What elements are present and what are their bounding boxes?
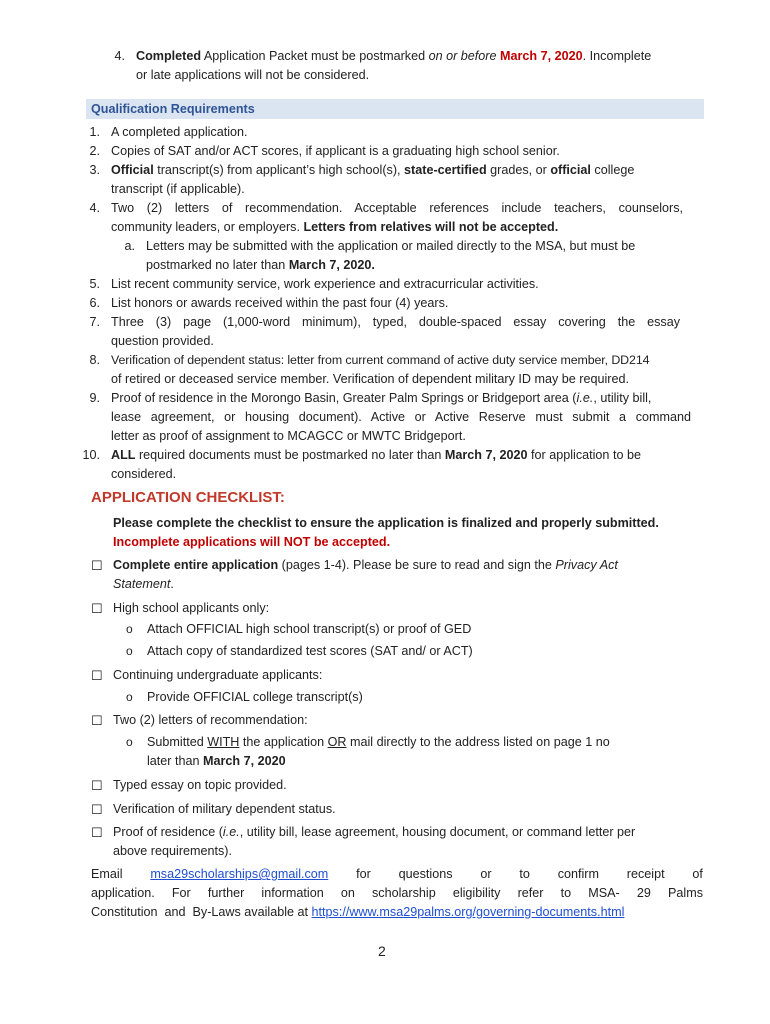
list-item-cont: community leaders, or employers. Letters from relatives will not be accepted. [111, 220, 559, 234]
checklist-item-cont: above requirements). [113, 844, 233, 858]
checklist-subitem: Attach copy of standardized test scores (SAT and/ or ACT) [147, 644, 473, 658]
footer-line3: Constitution and By-Laws available at https://www.msa29palms.org/governing-documents.html [91, 905, 625, 919]
url-link[interactable]: https://www.msa29palms.org/governing-documents.html [311, 905, 625, 919]
list-item: ALL required documents must be postmarked no later than March 7, 2020 for application to be [111, 448, 641, 462]
checklist-subitem: Attach OFFICIAL high school transcript(s) or proof of GED [147, 622, 472, 636]
checkbox[interactable]: ☐ [91, 668, 103, 683]
sub-list-item: Letters may be submitted with the application or mailed directly to the MSA, but must be [146, 239, 636, 253]
checklist-title: APPLICATION CHECKLIST: [91, 489, 285, 506]
list-item: A completed application. [111, 125, 248, 139]
checklist-item: High school applicants only: [113, 601, 270, 615]
list-item: List recent community service, work experience and extracurricular activities. [111, 277, 539, 291]
checklist-intro: Please complete the checklist to ensure the application is finalized and properly submitted. [113, 516, 659, 530]
checkbox[interactable]: ☐ [91, 778, 103, 793]
checklist-item: Continuing undergraduate applicants: [113, 668, 323, 682]
list-item: Verification of dependent status: letter from current command of active duty service member, DD214 [111, 353, 650, 367]
checklist-subitem-cont: later than March 7, 2020 [147, 754, 286, 768]
checklist-subitem: Submitted WITH the application OR mail directly to the address listed on page 1 no [147, 735, 610, 749]
footer-line2: application. For further information on scholarship eligibility refer to MSA- 29 Palms [91, 886, 703, 900]
list-item-cont: letter as proof of assignment to MCAGCC or MWTC Bridgeport. [111, 429, 466, 443]
list-item: Two (2) letters of recommendation. Acceptable references include teachers, counselors, [111, 201, 683, 215]
checkbox[interactable]: ☐ [91, 825, 103, 840]
checkbox[interactable]: ☐ [91, 802, 103, 817]
sub-list-item-cont: postmarked no later than March 7, 2020. [146, 258, 375, 272]
list-number: 7. [89, 315, 100, 329]
list-item-cont: transcript (if applicable). [111, 182, 245, 196]
sub-list-letter: a. [124, 239, 135, 253]
footer-word: of [692, 867, 703, 881]
list-number: 1. [89, 125, 100, 139]
item-number: 4. [114, 49, 125, 63]
footer-word: questions [398, 867, 453, 881]
list-item-cont: question provided. [111, 334, 214, 348]
footer-line1 [91, 865, 703, 884]
checkbox[interactable]: ☐ [91, 601, 103, 616]
footer-word: Email [91, 867, 123, 881]
footer-word: confirm [557, 867, 599, 881]
list-item: Official transcript(s) from applicant’s high school(s), state-certified grades, or official college [111, 163, 635, 177]
checklist-item-cont: Statement. [113, 577, 174, 591]
list-item: List honors or awards received within the past four (4) years. [111, 296, 449, 310]
item4-line2: or late applications will not be considered. [136, 68, 370, 82]
item4-line1: Completed Application Packet must be postmarked on or before March 7, 2020. Incomplete [136, 49, 652, 63]
checklist-warning: Incomplete applications will NOT be accepted. [113, 535, 391, 549]
footer-word: or [480, 867, 492, 881]
list-number: 4. [89, 201, 100, 215]
list-number: 3. [89, 163, 100, 177]
email-link[interactable]: msa29scholarships@gmail.com [150, 867, 329, 881]
checklist-item: Two (2) letters of recommendation: [113, 713, 308, 727]
list-number: 10. [82, 448, 100, 462]
list-item: Copies of SAT and/or ACT scores, if applicant is a graduating high school senior. [111, 144, 560, 158]
checkbox[interactable]: ☐ [91, 713, 103, 728]
checkbox[interactable]: ☐ [91, 558, 103, 573]
list-number: 6. [89, 296, 100, 310]
list-item: Three (3) page (1,000-word minimum), typed, double-spaced essay covering the essay [111, 315, 680, 329]
list-number: 5. [89, 277, 100, 291]
bullet-circle-icon: o [126, 690, 133, 704]
checklist-item: Verification of military dependent status. [113, 802, 336, 816]
bullet-circle-icon: o [126, 622, 133, 636]
page-number: 2 [378, 943, 386, 959]
list-item-cont: of retired or deceased service member. Verification of dependent military ID may be required. [111, 372, 629, 386]
section-title: Qualification Requirements [91, 102, 255, 116]
list-item-cont: lease agreement, or housing document). Active or Active Reserve must submit a command [111, 410, 691, 424]
checklist-item: Typed essay on topic provided. [113, 778, 287, 792]
bullet-circle-icon: o [126, 644, 133, 658]
list-item: Proof of residence in the Morongo Basin, Greater Palm Springs or Bridgeport area (i.e., utility bill, [111, 391, 652, 405]
footer-word: to [519, 867, 530, 881]
bullet-circle-icon: o [126, 735, 133, 749]
list-number: 9. [89, 391, 100, 405]
list-number: 2. [89, 144, 100, 158]
checklist-subitem: Provide OFFICIAL college transcript(s) [147, 690, 363, 704]
list-item-cont: considered. [111, 467, 177, 481]
checklist-item: Proof of residence (i.e., utility bill, lease agreement, housing document, or command letter per [113, 825, 636, 839]
footer-word: for [356, 867, 371, 881]
list-number: 8. [89, 353, 100, 367]
footer-word: receipt [626, 867, 665, 881]
checklist-item: Complete entire application (pages 1-4). Please be sure to read and sign the Privacy Act [113, 558, 618, 572]
